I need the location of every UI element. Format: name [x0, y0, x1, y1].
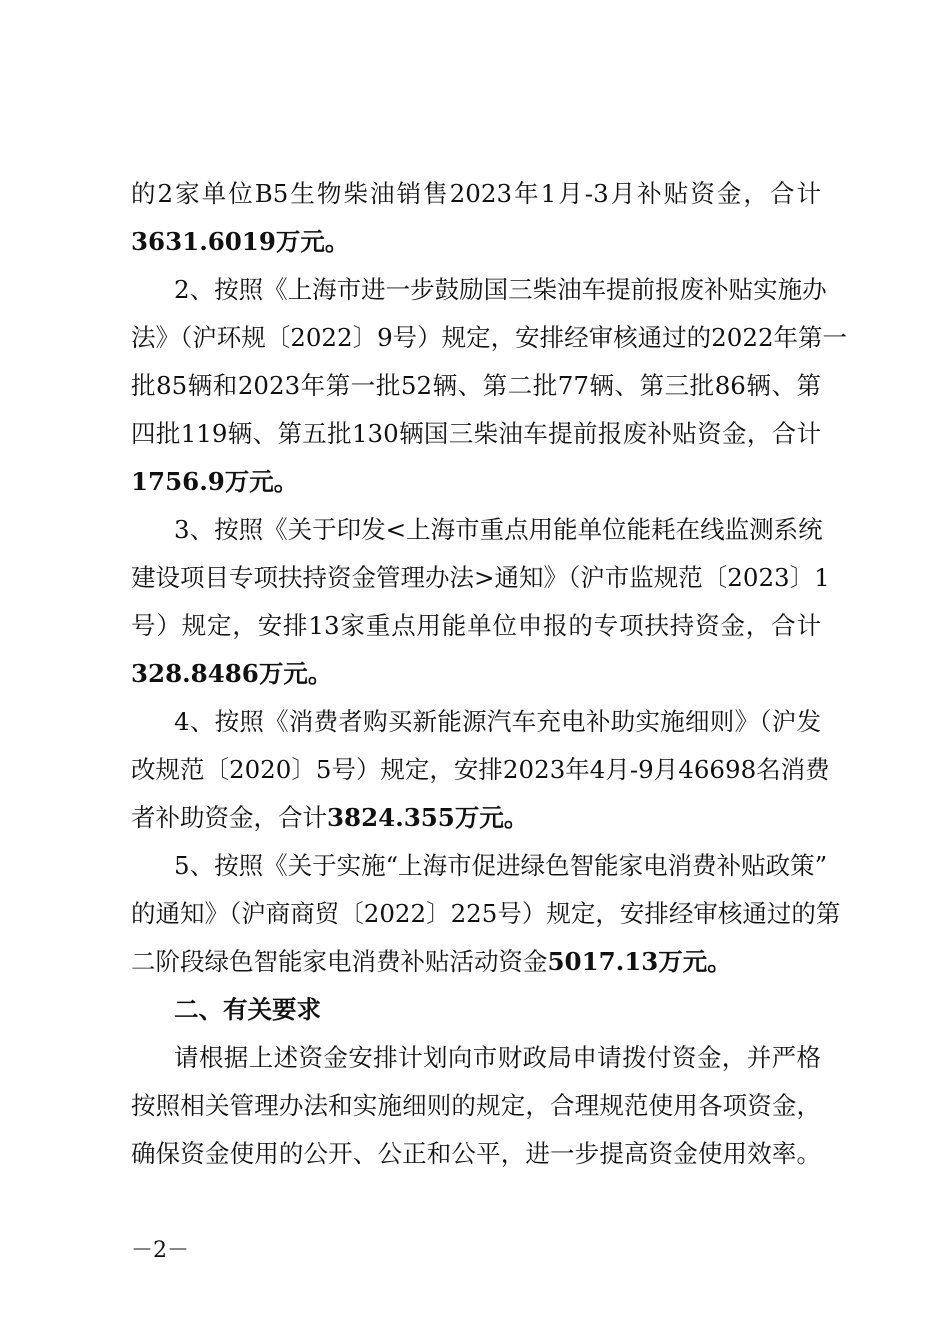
paragraph-3-line-3: 号）规定，安排13家重点用能单位申报的专项扶持资金，合计 — [131, 611, 821, 640]
page-number: －2－ — [131, 1238, 189, 1263]
paragraph-5-amount: 5017.13万元。 — [547, 947, 732, 976]
paragraph-5-line-3 — [131, 946, 821, 978]
paragraph-2-line-2: 法》（沪环规〔2022〕9号）规定，安排经审核通过的2022年第一 — [131, 323, 848, 352]
paragraph-3-line-1: 3、按照《关于印发<上海市重点用能单位能耗在线监测系统 — [174, 515, 823, 544]
section-heading-requirements: 二、有关要求 — [174, 995, 321, 1024]
paragraph-4-amount: 3824.355万元。 — [327, 803, 529, 832]
paragraph-2-line-4: 四批119辆、第五批130辆国三柴油车提前报废补贴资金，合计 — [131, 419, 821, 448]
paragraph-5-line-2: 的通知》（沪商商贸〔2022〕225号）规定，安排经审核通过的第 — [131, 899, 841, 928]
requirements-line-2: 按照相关管理办法和实施细则的规定，合理规范使用各项资金， — [131, 1091, 821, 1120]
paragraph-2-line-3: 批85辆和2023年第一批52辆、第二批77辆、第三批86辆、第 — [131, 371, 821, 400]
paragraph-4-line-1: 4、按照《消费者购买新能源汽车充电补助实施细则》（沪发 — [174, 707, 821, 736]
paragraph-4-line-2: 改规范〔2020〕5号）规定，安排2023年4月-9月46698名消费 — [131, 755, 830, 784]
paragraph-1-line-1: 的2家单位B5生物柴油销售2023年1月-3月补贴资金，合计 — [131, 179, 821, 208]
paragraph-2-amount: 1756.9万元。 — [131, 467, 299, 496]
paragraph-1-amount: 3631.6019万元。 — [131, 227, 350, 256]
requirements-line-1: 请根据上述资金安排计划向市财政局申请拨付资金，并严格 — [174, 1043, 821, 1072]
paragraph-5-line-1: 5、按照《关于实施“上海市促进绿色智能家电消费补贴政策” — [174, 851, 828, 880]
paragraph-5-text: 二阶段绿色智能家电消费补贴活动资金 — [131, 947, 548, 976]
paragraph-3-amount: 328.8486万元。 — [131, 659, 333, 688]
requirements-line-3: 确保资金使用的公开、公正和公平，进一步提高资金使用效率。 — [131, 1139, 821, 1168]
paragraph-3-line-2: 建设项目专项扶持资金管理办法>通知》（沪市监规范〔2023〕1 — [131, 563, 830, 592]
paragraph-4-line-3 — [131, 802, 821, 834]
paragraph-2-line-1: 2、按照《上海市进一步鼓励国三柴油车提前报废补贴实施办 — [174, 275, 827, 304]
paragraph-4-text: 者补助资金，合计 — [131, 803, 327, 832]
